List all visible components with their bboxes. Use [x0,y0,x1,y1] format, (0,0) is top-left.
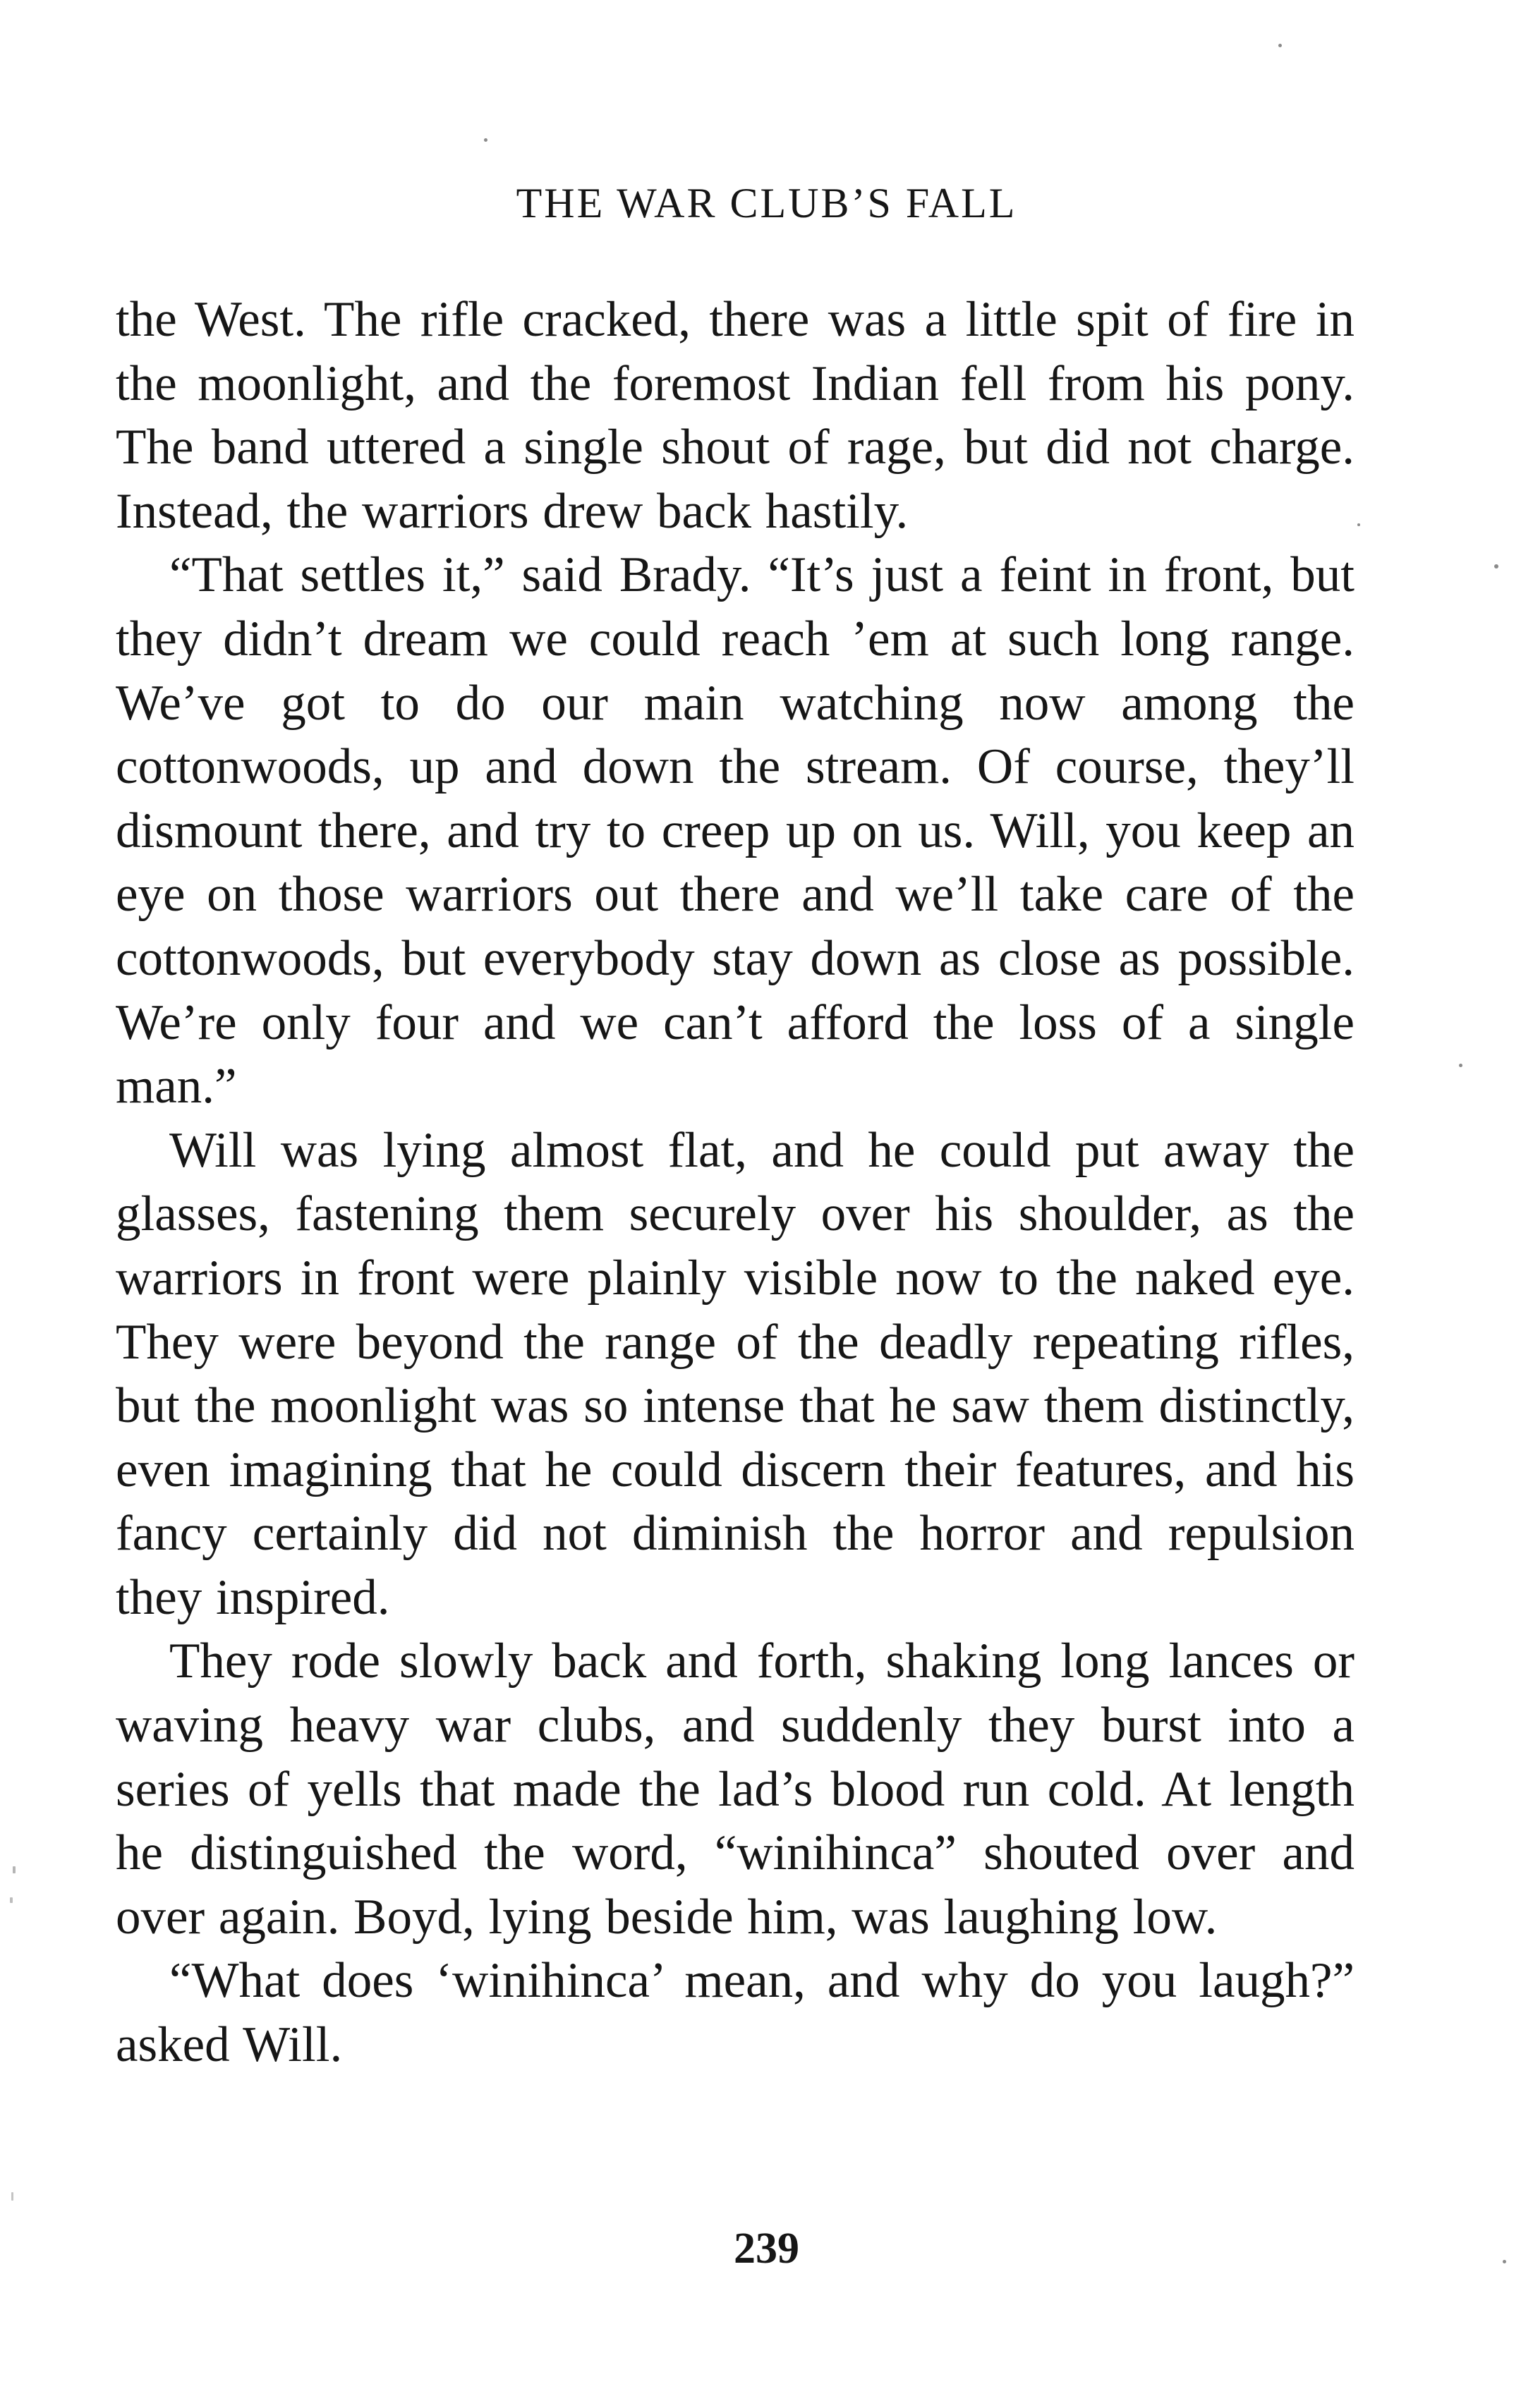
paragraph-2: “That settles it,” said Brady. “It’s just a feint in front, but they didn’t dream we could reach ’em at such long range. We’ve got to do our main watching now among the cottonwoods, up and down the stream. Of course, they’ll dismount there, and try to creep up on us. Will, you keep an eye on those warriors out there and we’ll take care of the cottonwoods, but everybody stay down as close as possible. We’re only four and we can’t afford the loss of a single man.” [116,547,1355,1114]
scan-speck [1503,2260,1506,2263]
page-body-text [116,288,1355,2077]
scan-speck [484,138,487,142]
paragraph-4: They rode slowly back and forth, shaking long lances or waving heavy war clubs, and suddenly they burst into a series of yells that made the lad’s blood run cold. At length he distinguished the word, “winihinca” shouted over and over again. Boyd, lying beside him, was laughing low. [116,1634,1355,1945]
scan-speck [11,2192,13,2201]
scan-speck [1278,44,1282,47]
paragraph-1: the West. The rifle cracked, there was a little spit of fire in the moonlight, and the foremost Indian fell from his pony. The band uttered a single shout of rage, but did not charge. Instead, the warriors drew back hastily. [116,292,1355,539]
page-number: 239 [734,2225,799,2273]
running-header: THE WAR CLUB’S FALL [516,180,1017,226]
paragraph-3: Will was lying almost flat, and he could put away the glasses, fastening them securely over his shoulder, as the warriors in front were plainly visible now to the naked eye. They were beyond the range of the deadly repeating rifles, but the moonlight was so intense that he saw them distinctly, even imagining that he could discern their features, and his fancy certainly did not diminish the horror and repulsion they inspired. [116,1122,1355,1625]
scan-speck [1494,564,1498,568]
scan-speck [1357,523,1360,526]
paragraph-5: “What does ‘winihinca’ mean, and why do you laugh?” asked Will. [116,1953,1355,2073]
scan-speck [1459,1064,1462,1067]
scan-speck [13,1866,16,1873]
scan-speck [10,1897,13,1903]
